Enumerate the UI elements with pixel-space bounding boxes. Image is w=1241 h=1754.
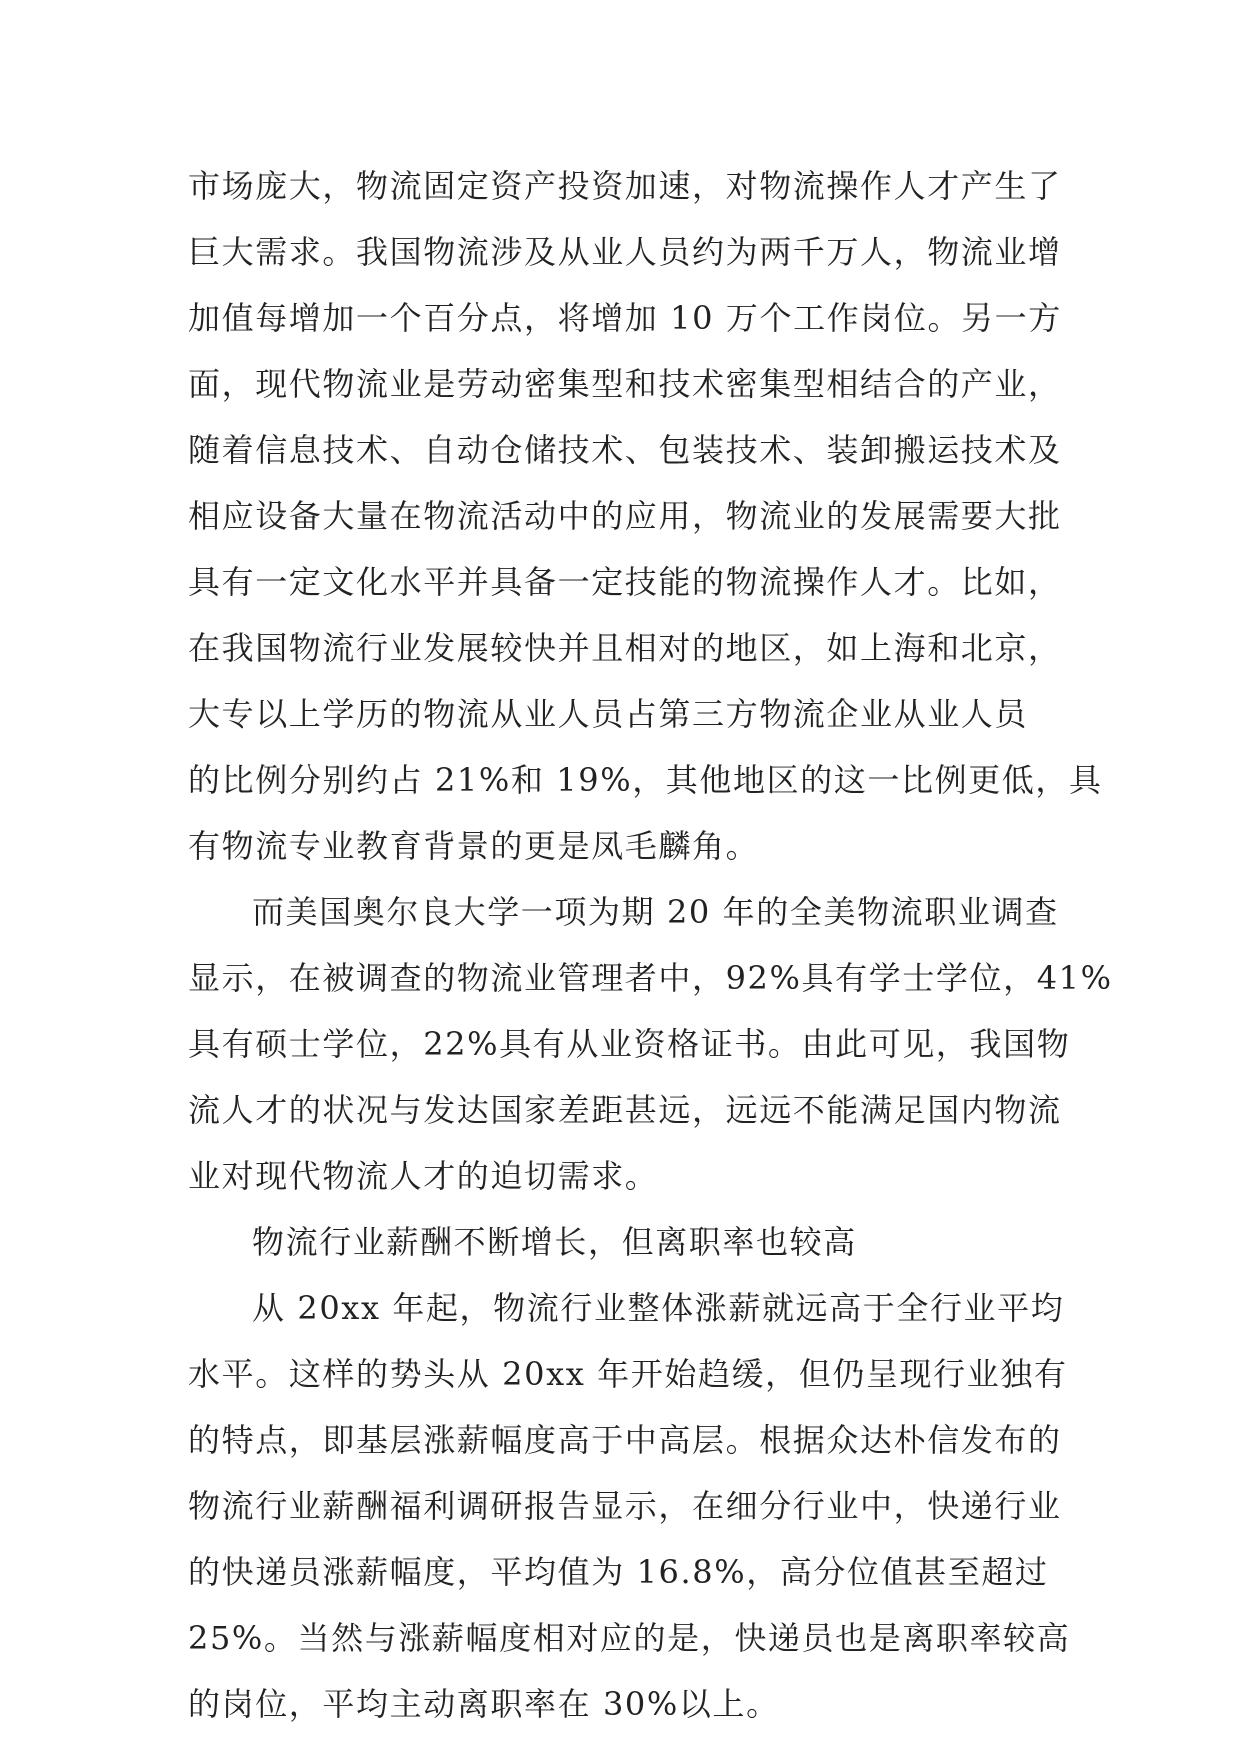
- text-line: 在我国物流行业发展较快并且相对的地区，如上海和北京，: [188, 629, 1062, 667]
- text-line: 的特点，即基层涨薪幅度高于中高层。根据众达朴信发布的: [188, 1421, 1062, 1459]
- text-line: 物流行业薪酬福利调研报告显示，在细分行业中，快递行业: [188, 1487, 1062, 1525]
- text-line: 水平。这样的势头从 20xx 年开始趋缓，但仍呈现行业独有: [188, 1355, 1068, 1393]
- text-line: 随着信息技术、自动仓储技术、包装技术、装卸搬运技术及: [188, 431, 1062, 469]
- text-line: 市场庞大，物流固定资产投资加速，对物流操作人才产生了: [188, 167, 1062, 205]
- text-line: 具有硕士学位，22%具有从业资格证书。由此可见，我国物: [188, 1025, 1071, 1063]
- text-line: 具有一定文化水平并具备一定技能的物流操作人才。比如，: [188, 563, 1062, 601]
- text-line: 流人才的状况与发达国家差距甚远，远远不能满足国内物流: [188, 1091, 1062, 1129]
- text-line: 的岗位，平均主动离职率在 30%以上。: [188, 1685, 780, 1723]
- section-heading: 物流行业薪酬不断增长，但离职率也较高: [252, 1223, 857, 1261]
- text-line: 业对现代物流人才的迫切需求。: [188, 1157, 659, 1195]
- document-body: [188, 153, 1113, 1737]
- text-line: 有物流专业教育背景的更是凤毛麟角。: [188, 827, 760, 865]
- text-line: 的比例分别约占 21%和 19%，其他地区的这一比例更低，具: [188, 761, 1103, 799]
- text-line: 25%。当然与涨薪幅度相对应的是，快递员也是离职率较高: [188, 1619, 1071, 1657]
- text-line: 巨大需求。我国物流涉及从业人员约为两千万人，物流业增: [188, 233, 1062, 271]
- text-line: 加值每增加一个百分点，将增加 10 万个工作岗位。另一方: [188, 299, 1062, 337]
- paragraph-first-line: 而美国奥尔良大学一项为期 20 年的全美物流职业调查: [252, 893, 1059, 931]
- text-line: 大专以上学历的物流从业人员占第三方物流企业从业人员: [188, 695, 1029, 733]
- text-line: 相应设备大量在物流活动中的应用，物流业的发展需要大批: [188, 497, 1062, 535]
- paragraph-first-line: 从 20xx 年起，物流行业整体涨薪就远高于全行业平均: [252, 1289, 1065, 1327]
- text-line: 显示，在被调查的物流业管理者中，92%具有学士学位，41%: [188, 959, 1113, 997]
- text-line: 面，现代物流业是劳动密集型和技术密集型相结合的产业，: [188, 365, 1062, 403]
- text-line: 的快递员涨薪幅度，平均值为 16.8%，高分位值甚至超过: [188, 1553, 1049, 1591]
